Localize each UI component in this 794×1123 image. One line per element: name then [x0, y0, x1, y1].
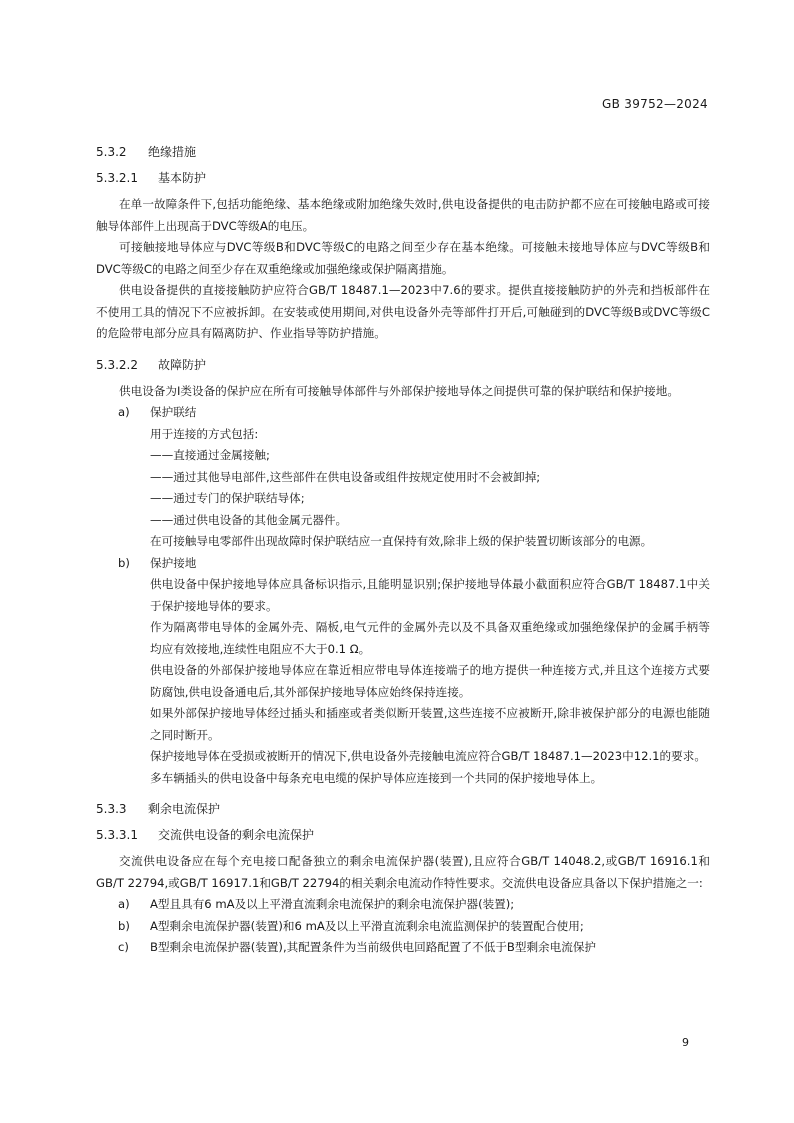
list-item-text: 供电设备中保护接地导体应具备标识指示,且能明显识别;保护接地导体最小截面积应符合GB/T 18487.1中关于保护接地导体的要求。: [150, 577, 710, 613]
list-item-rcd-option: [96, 916, 710, 938]
dash-item: ——通过专门的保护联结导体;: [150, 491, 305, 505]
list-item-text: 在可接触导电零部件出现故障时保护联结应一直保持有效,除非上级的保护装置切断该部分的电源。: [150, 534, 653, 548]
paragraph: 供电设备提供的直接接触防护应符合GB/T 18487.1—2023中7.6的要求。提供直接接触防护的外壳和挡板部件在不使用工具的情况下不应被拆卸。在安装或使用期间,对供电设备外壳等部件打开后,可触碰到的DVC等级B或DVC等级C的危险带电部分应具有隔离防护、作业指导等防护措施。: [96, 283, 710, 340]
section-number: 5.3.3.1: [96, 828, 138, 842]
page-number: 9: [682, 1036, 689, 1049]
document-body: [96, 138, 710, 959]
list-item-protective-earthing: [96, 553, 710, 790]
section-number: 5.3.3: [96, 802, 127, 816]
dash-item: ——通过其他导电部件,这些部件在供电设备或组件按规定使用时不会被卸掉;: [150, 469, 541, 484]
list-item-text: A型且具有6 mA及以上平滑直流剩余电流保护的剩余电流保护器(装置);: [150, 897, 515, 911]
list-marker: a): [118, 405, 130, 419]
section-heading-5-3-3-1: [96, 825, 710, 846]
section-heading-5-3-2-2: [96, 355, 710, 376]
list-marker: c): [118, 940, 129, 954]
section-title: 交流供电设备的剩余电流保护: [158, 828, 315, 842]
list-marker: b): [118, 918, 130, 933]
list-item-text: A型剩余电流保护器(装置)和6 mA及以上平滑直流剩余电流监测保护的装置配合使用;: [150, 918, 584, 933]
list-item-rcd-option: [96, 894, 710, 916]
list-item-text: 多车辆插头的供电设备中每条充电电缆的保护导体应连接到一个共同的保护接地导体上。: [150, 770, 603, 785]
section-heading-5-3-3: [96, 799, 710, 820]
section-title: 绝缘措施: [148, 145, 197, 159]
paragraph: 交流供电设备应在每个充电接口配备独立的剩余电流保护器(装置),且应符合GB/T 14048.2,或GB/T 16916.1和GB/T 22794,或GB/T 16917.1和GB/T 22794的相关剩余电流动作特性要求。交流供电设备应具备以下保护措施之一:: [96, 854, 710, 890]
list-item-text: 如果外部保护接地导体经过插头和插座或者类似断开装置,这些连接不应被断开,除非被保护部分的电源也能随之同时断开。: [150, 706, 710, 742]
section-title: 剩余电流保护: [148, 802, 221, 816]
paragraph: 可接触接地导体应与DVC等级B和DVC等级C的电路之间至少存在基本绝缘。可接触未接地导体应与DVC等级B和DVC等级C的电路之间至少存在双重绝缘或加强绝缘或保护隔离措施。: [96, 240, 710, 276]
list-marker: a): [118, 897, 130, 911]
list-item-text: B型剩余电流保护器(装置),其配置条件为当前级供电回路配置了不低于B型剩余电流保护: [150, 940, 597, 954]
list-item-text: 供电设备的外部保护接地导体应在靠近相应带电导体连接端子的地方提供一种连接方式,并且这个连接方式要防腐蚀,供电设备通电后,其外部保护接地导体应始终保持连接。: [150, 663, 710, 699]
section-number: 5.3.2.1: [96, 171, 138, 185]
section-number: 5.3.2.2: [96, 357, 138, 372]
list-item-rcd-option: [96, 937, 710, 959]
section-number: 5.3.2: [96, 145, 127, 159]
list-marker: b): [118, 555, 130, 570]
paragraph: 在单一故障条件下,包括功能绝缘、基本绝缘或附加绝缘失效时,供电设备提供的电击防护都不应在可接触电路或可接触导体部件上出现高于DVC等级A的电压。: [96, 197, 710, 233]
list-item-text: 保护接地导体在受损或被断开的情况下,供电设备外壳接触电流应符合GB/T 18487.1—2023中12.1的要求。: [150, 749, 706, 763]
list-item-title: 保护联结: [150, 405, 197, 419]
dash-item: ——直接通过金属接触;: [150, 448, 270, 462]
list-item-title: 保护接地: [150, 555, 197, 570]
standard-code: GB 39752—2024: [602, 97, 708, 111]
section-heading-5-3-2-1: [96, 168, 710, 189]
list-item-protective-bonding: [96, 402, 710, 553]
section-title: 基本防护: [158, 171, 207, 185]
list-item-text: 作为隔离带电导体的金属外壳、隔板,电气元件的金属外壳以及不具备双重绝缘或加强绝缘保护的金属手柄等均应有效接地,连续性电阻应不大于0.1 Ω。: [150, 620, 710, 656]
section-heading-5-3-2: [96, 142, 710, 163]
dash-item: ——通过供电设备的其他金属元器件。: [150, 512, 348, 527]
list-item-text: 用于连接的方式包括:: [150, 426, 259, 441]
paragraph: 供电设备为Ⅰ类设备的保护应在所有可接触导体部件与外部保护接地导体之间提供可靠的保护联结和保护接地。: [119, 383, 679, 398]
section-title: 故障防护: [158, 357, 207, 372]
